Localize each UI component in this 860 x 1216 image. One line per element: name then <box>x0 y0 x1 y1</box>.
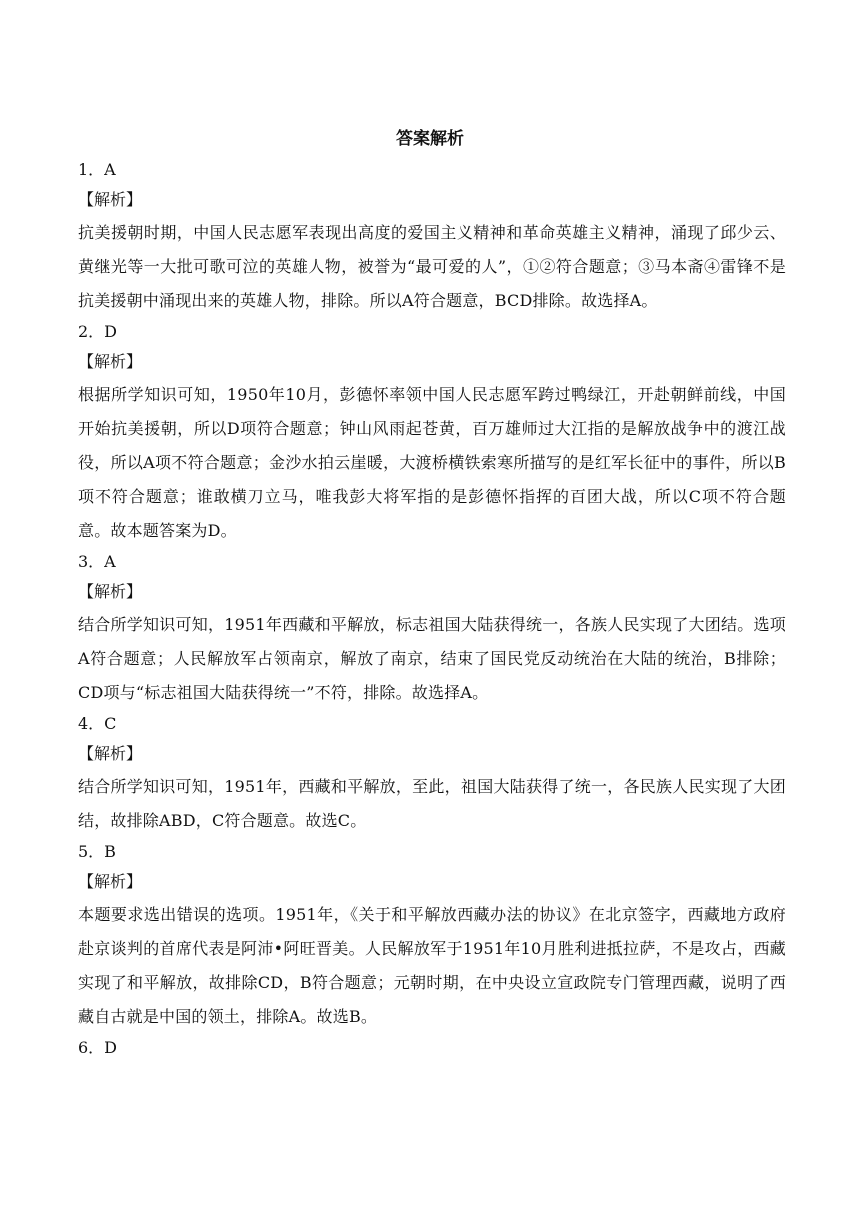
answer-number: 2．D <box>78 322 118 341</box>
page-title: 答案解析 <box>396 129 464 149</box>
answer-number: 3．A <box>78 552 116 571</box>
analysis-text: 本题要求选出错误的选项。1951年，《关于和平解放西藏办法的协议》在北京签字，西藏地方政府赴京谈判的首席代表是阿沛•阿旺晋美。人民解放军于1951年10月胜利进抵拉萨，不是攻占，西藏实现了和平解放，故排除CD，B符合题意；元朝时期，在中央设立宣政院专门管理西藏，说明了西藏自古就是中国的领土，排除A。故选B。 <box>78 905 786 1026</box>
analysis-label: 【解析】 <box>78 744 143 763</box>
answer-number: 6．D <box>78 1038 118 1057</box>
analysis-text: 抗美援朝时期，中国人民志愿军表现出高度的爱国主义精神和革命英雄主义精神，涌现了邱少云、黄继光等一大批可歌可泣的英雄人物，被誉为“最可爱的人”，①②符合题意；③马本斋④雷锋不是抗美援朝中涌现出来的英雄人物，排除。所以A符合题意，BCD排除。故选择A。 <box>78 223 786 310</box>
answer-list <box>78 156 786 1064</box>
analysis-label: 【解析】 <box>78 872 143 891</box>
answer-item-2 <box>78 318 786 548</box>
answer-number: 1．A <box>78 160 116 179</box>
answer-number: 5．B <box>78 842 116 861</box>
answer-item-5 <box>78 838 786 1034</box>
analysis-label: 【解析】 <box>78 190 143 209</box>
answer-number: 4．C <box>78 714 117 733</box>
analysis-text: 结合所学知识可知，1951年，西藏和平解放，至此，祖国大陆获得了统一，各民族人民实现了大团结，故排除ABD，C符合题意。故选C。 <box>78 777 786 830</box>
analysis-text: 根据所学知识可知，1950年10月，彭德怀率领中国人民志愿军跨过鸭绿江，开赴朝鲜前线，中国开始抗美援朝，所以D项符合题意；钟山风雨起苍黄，百万雄师过大江指的是解放战争中的渡江战役，所以A项不符合题意；金沙水拍云崖暖，大渡桥横铁索寒所描写的是红军长征中的事件，所以B项不符合题意；谁敢横刀立马，唯我彭大将军指的是彭德怀指挥的百团大战，所以C项不符合题意。故本题答案为D。 <box>78 385 786 540</box>
answer-item-6 <box>78 1034 786 1064</box>
analysis-text: 结合所学知识可知，1951年西藏和平解放，标志祖国大陆获得统一，各族人民实现了大团结。选项A符合题意；人民解放军占领南京，解放了南京，结束了国民党反动统治在大陆的统治，B排除；CD项与“标志祖国大陆获得统一”不符，排除。故选择A。 <box>78 615 786 702</box>
answer-item-3 <box>78 548 786 710</box>
analysis-label: 【解析】 <box>78 352 143 371</box>
analysis-label: 【解析】 <box>78 582 143 601</box>
answer-item-1 <box>78 156 786 318</box>
answer-item-4 <box>78 710 786 838</box>
